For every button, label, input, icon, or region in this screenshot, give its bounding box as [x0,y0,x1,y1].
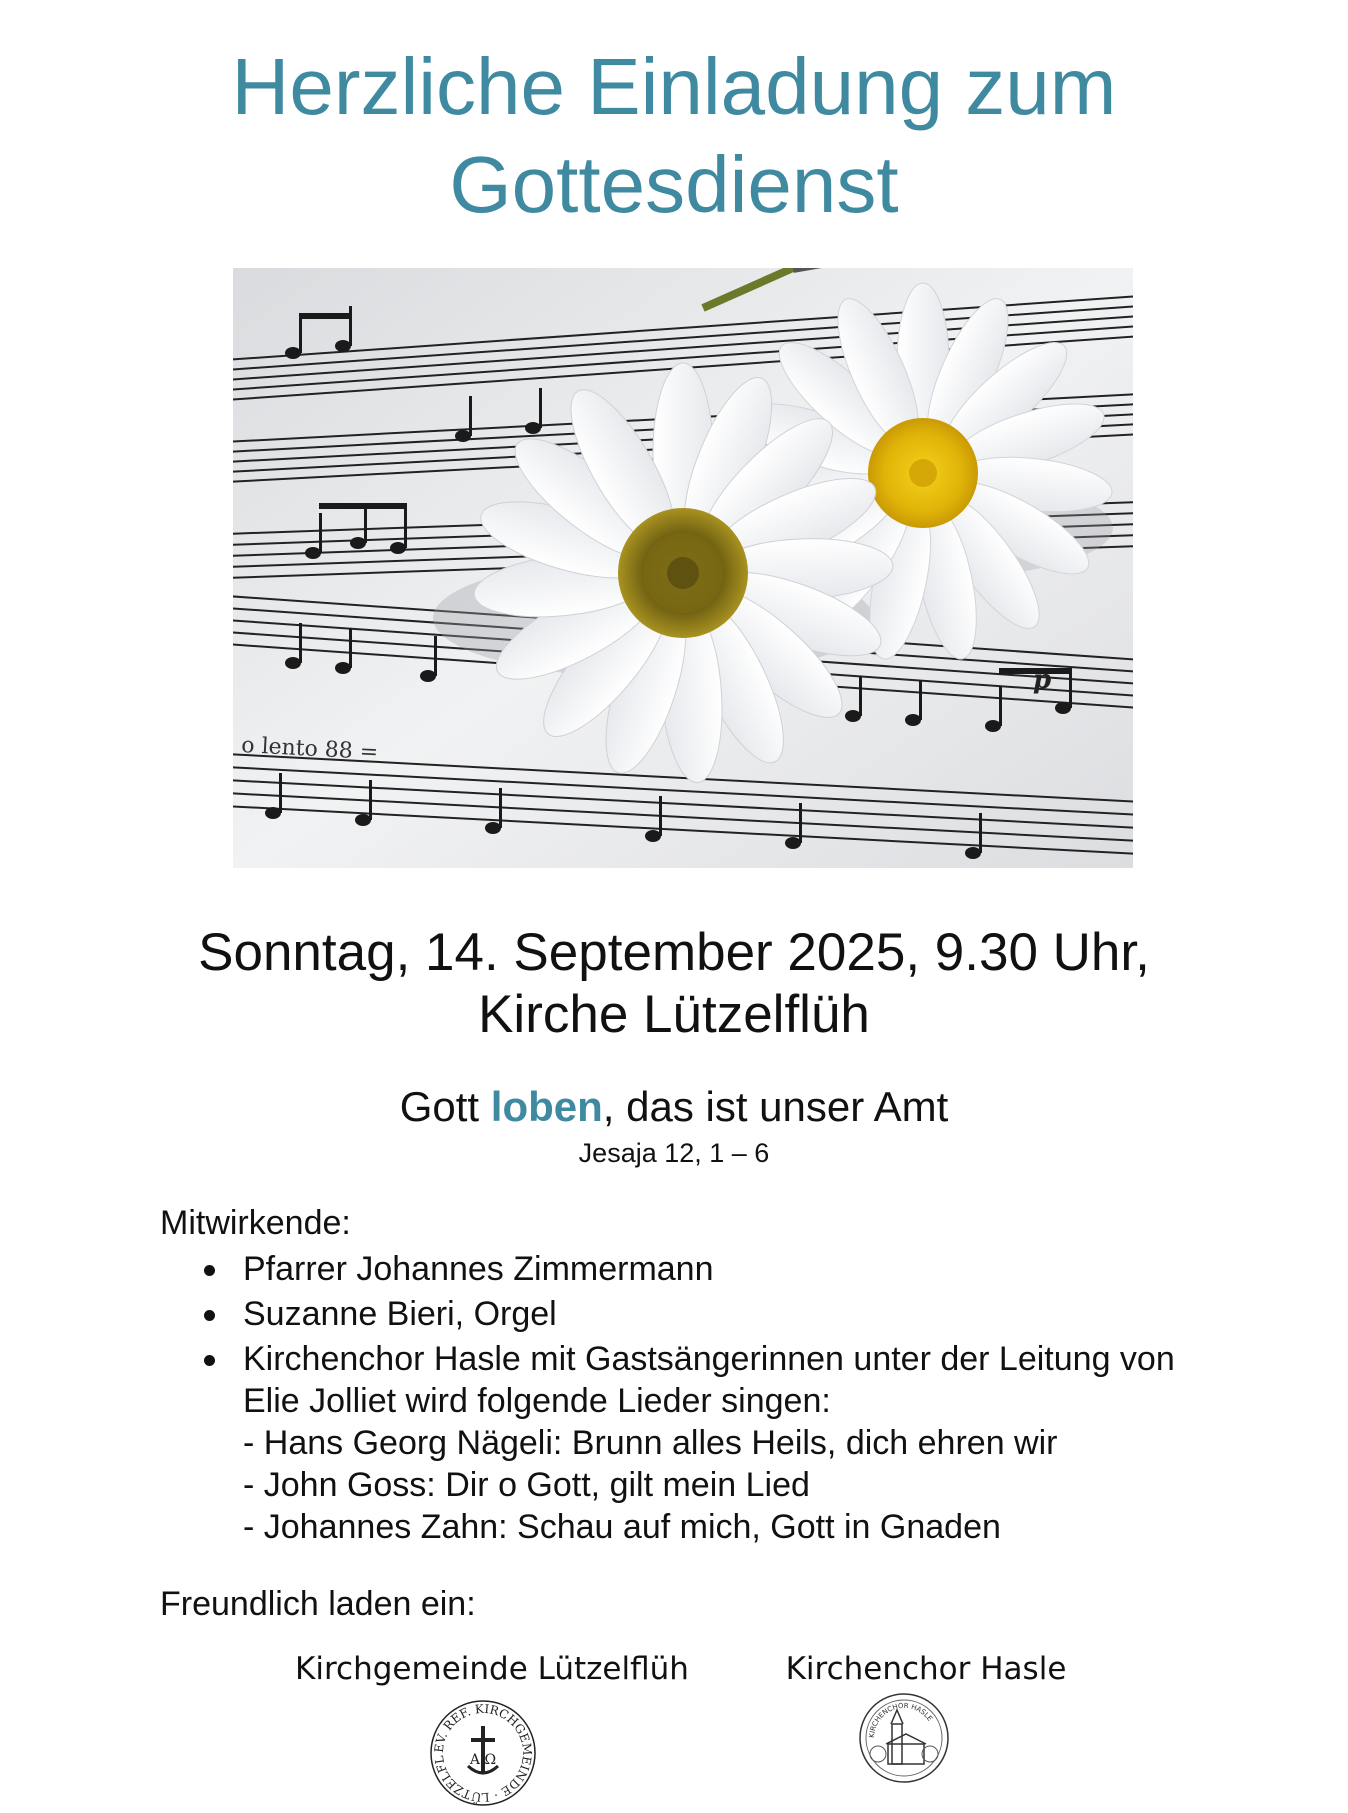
song-item: - Johannes Zahn: Schau auf mich, Gott in Gnaden [243,1508,1001,1546]
event-date-location [0,922,1348,1046]
bullet-icon [204,1310,215,1321]
list-item [160,1248,1210,1290]
song-item: - John Goss: Dir o Gott, gilt mein Lied [243,1466,810,1504]
organizer-church-choir: Kirchenchor Hasle [785,1651,1067,1687]
title-line-2: Gottesdienst [449,140,899,229]
daisies-on-sheet-music-photo [233,268,1133,868]
service-motto [0,1083,1348,1131]
choir-seal-logo [858,1692,950,1789]
motto-start: Gott [399,1083,491,1130]
list-item [160,1338,1210,1548]
participants-list [160,1248,1210,1551]
participant-text: Pfarrer Johannes Zimmermann [243,1250,714,1288]
svg-text:A Ω: A Ω [469,1752,497,1768]
title-line-1: Herzliche Einladung zum [231,42,1117,131]
list-item [160,1293,1210,1335]
svg-text:p: p [1033,665,1052,695]
svg-text:KIRCHENCHOR HASLE: KIRCHENCHOR HASLE [867,1701,934,1739]
song-item: - Hans Georg Nägeli: Brunn alles Heils, dich ehren wir [243,1424,1058,1462]
organizer-church-parish: Kirchgemeinde Lützelflüh [295,1651,689,1687]
participants-heading: Mitwirkende: [160,1204,351,1242]
motto-end: , das ist unser Amt [602,1083,949,1130]
invitation-label: Freundlich laden ein: [160,1585,476,1623]
bible-reference: Jesaja 12, 1 – 6 [578,1138,770,1168]
motto-highlight: loben [490,1083,603,1130]
tempo-marking: o lento 88 = [240,733,379,766]
participant-text: Kirchenchor Hasle mit Gastsängerinnen unter der Leitung von Elie Jolliet wird folgende Lieder singen: [243,1340,1175,1420]
bullet-icon [204,1265,215,1276]
participant-text: Suzanne Bieri, Orgel [243,1295,557,1333]
svg-text:EV. REF. KIRCHGEMEINDE · LÜTZE: EV. REF. KIRCHGEMEINDE · LÜTZELFL [431,1701,535,1805]
parish-seal-logo [428,1698,538,1813]
event-location: Kirche Lützelflüh [478,985,870,1044]
page-title [0,38,1348,234]
bullet-icon [204,1355,215,1366]
event-date: Sonntag, 14. September 2025, 9.30 Uhr, [198,923,1150,982]
song-list [243,1422,1210,1548]
